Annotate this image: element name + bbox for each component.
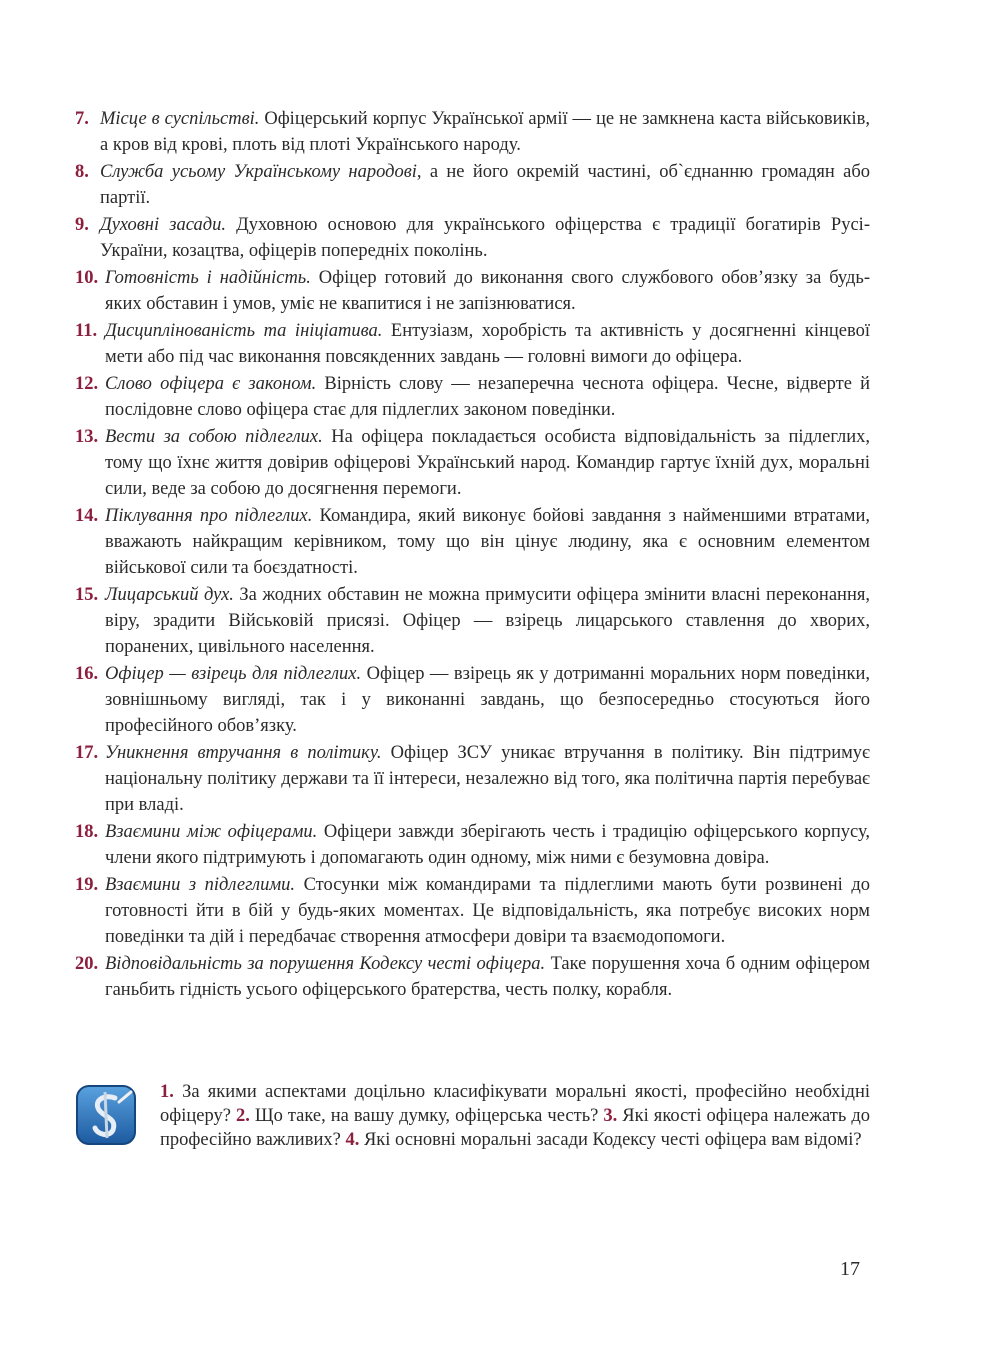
item-title: Офіцер — взірець для підлеглих.: [105, 664, 362, 684]
item-text: Вірність слову — незаперечна чеснота офіцера. Чесне, відверте й послідовне слово офіцера стає для підлеглих законом поведінки.: [105, 374, 870, 420]
item-number: 13.: [75, 427, 99, 447]
question-number: 1.: [160, 1082, 174, 1102]
item-number: 11.: [75, 321, 98, 341]
list-item: [75, 371, 870, 423]
list-item: [75, 951, 870, 1003]
question-text: Які основні моральні засади Кодексу честі офіцера вам відомі?: [359, 1130, 862, 1150]
code-of-honor-list: [75, 106, 870, 1004]
item-number: 10.: [75, 268, 99, 288]
item-number: 8.: [75, 162, 89, 182]
list-item: [75, 582, 870, 660]
item-text: За жодних обставин не можна примусити офіцера змінити власні переконання, віру, зрадити Військовій присязі. Офіцер — взірець лицарського ставлення до хворих, поранених, цивільного населення.: [105, 585, 870, 657]
item-number: 20.: [75, 954, 99, 974]
list-item: [75, 872, 870, 950]
review-questions: [75, 1080, 870, 1152]
question-number: 3.: [603, 1106, 618, 1126]
list-item: [75, 740, 870, 818]
item-text: На офіцера покладається особиста відповідальність за підлеглих, тому що їхнє життя довірив офіцерові Український народ. Командир гартує їхній дух, моральні сили, веде за собою до досягнення перемоги.: [105, 427, 870, 499]
item-number: 14.: [75, 506, 99, 526]
item-text: Офіцер — взірець як у дотриманні моральних норм поведінки, зовнішньому вигляді, так і у виконанні завдань, що безпосередньо стосуються його професійного обов’язку.: [105, 664, 870, 736]
list-item: [75, 212, 870, 264]
item-title: Відповідальність за порушення Кодексу честі офіцера.: [105, 954, 546, 974]
item-number: 19.: [75, 875, 99, 895]
item-text: , а не його окремій частині, об`єднанню громадян або партії.: [100, 162, 870, 208]
item-title: Місце в суспільстві.: [100, 109, 260, 129]
item-text: Таке порушення хоча б одним офіцером ганьбить гідність усього офіцерського братерства, честь полку, корабля.: [105, 954, 870, 1000]
item-text: Офіцерський корпус Української армії — це не замкнена каста військовиків, а кров від крові, плоть від плоті Українського народу.: [100, 109, 870, 155]
question-number: 2.: [236, 1106, 250, 1126]
list-item: [75, 265, 870, 317]
question-text: Які якості офіцера належать до професійно важливих?: [160, 1106, 870, 1150]
list-item: [75, 503, 870, 581]
list-item: [75, 661, 870, 739]
question-number: 4.: [345, 1130, 360, 1150]
list-item: [75, 159, 870, 211]
item-number: 15.: [75, 585, 99, 605]
item-text: Офіцер ЗСУ уникає втручання в політику. Він підтримує національну політику держави та її інтереси, незалежно від того, яка політична партія перебуває при владі.: [105, 743, 871, 815]
list-item: [75, 819, 870, 871]
question-text: За якими аспектами доцільно класифікувати моральні якості, професійно необхідні офіцеру?: [160, 1082, 870, 1126]
list-item: [75, 106, 870, 158]
list-item: [75, 318, 870, 370]
item-title: Слово офіцера є законом.: [105, 374, 317, 394]
item-text: Командира, який виконує бойові завдання з найменшими втратами, вважають найкращим керівником, тому що він цінує людину, яка є основним елементом військової сили та боєздатності.: [105, 506, 871, 578]
item-number: 16.: [75, 664, 99, 684]
item-text: Офіцери завжди зберігають честь і традицію офіцерського корпусу, члени якого підтримують і допомагають один одному, між ними є безумовна довіра.: [105, 822, 870, 868]
item-title: Вести за собою підлеглих.: [105, 427, 323, 447]
question-text: Що таке, на вашу думку, офіцерська честь?: [249, 1106, 604, 1126]
item-title: Піклування про підлеглих.: [105, 506, 313, 526]
item-text: Офіцер готовий до виконання свого службового обов’язку за будь-яких обставин і умов, уміє не квапитися і не запізнюватися.: [105, 268, 871, 314]
list-item: [75, 424, 870, 502]
item-number: 12.: [75, 374, 99, 394]
item-title: Дисциплінованість та ініціатива.: [105, 321, 383, 341]
item-title: Лицарський дух.: [105, 585, 234, 605]
page-number: 17: [840, 1258, 860, 1280]
item-text: Стосунки між командирами та підлеглими мають бути розвинені до готовності йти в бій у будь-яких моментах. Це відповідальність, яка потребує високих норм поведінки та дій і передбачає створення атмосфери довіри та взаємодопомоги.: [105, 875, 871, 947]
item-title: Духовні засади.: [100, 215, 226, 235]
item-text: Ентузіазм, хоробрість та активність у досягненні кінцевої мети або під час виконання повсякденних завдань — головні вимоги до офіцера.: [105, 321, 870, 367]
question-section-icon: [75, 1084, 137, 1146]
item-title: Взаємини між офіцерами.: [105, 822, 318, 842]
item-number: 17.: [75, 743, 99, 763]
item-title: Готовність і надійність.: [105, 268, 311, 288]
questions-text: [160, 1080, 870, 1152]
item-title: Взаємини з підлеглими.: [105, 875, 296, 895]
item-title: Уникнення втручання в політику.: [105, 743, 382, 763]
item-number: 9.: [75, 215, 89, 235]
item-title: Служба усьому Українському народові: [100, 162, 417, 182]
item-number: 7.: [75, 109, 89, 129]
item-number: 18.: [75, 822, 99, 842]
item-text: Духовною основою для українського офіцерства є традиції богатирів Русі-України, козацтва, офіцерів попередніх поколінь.: [100, 215, 870, 261]
